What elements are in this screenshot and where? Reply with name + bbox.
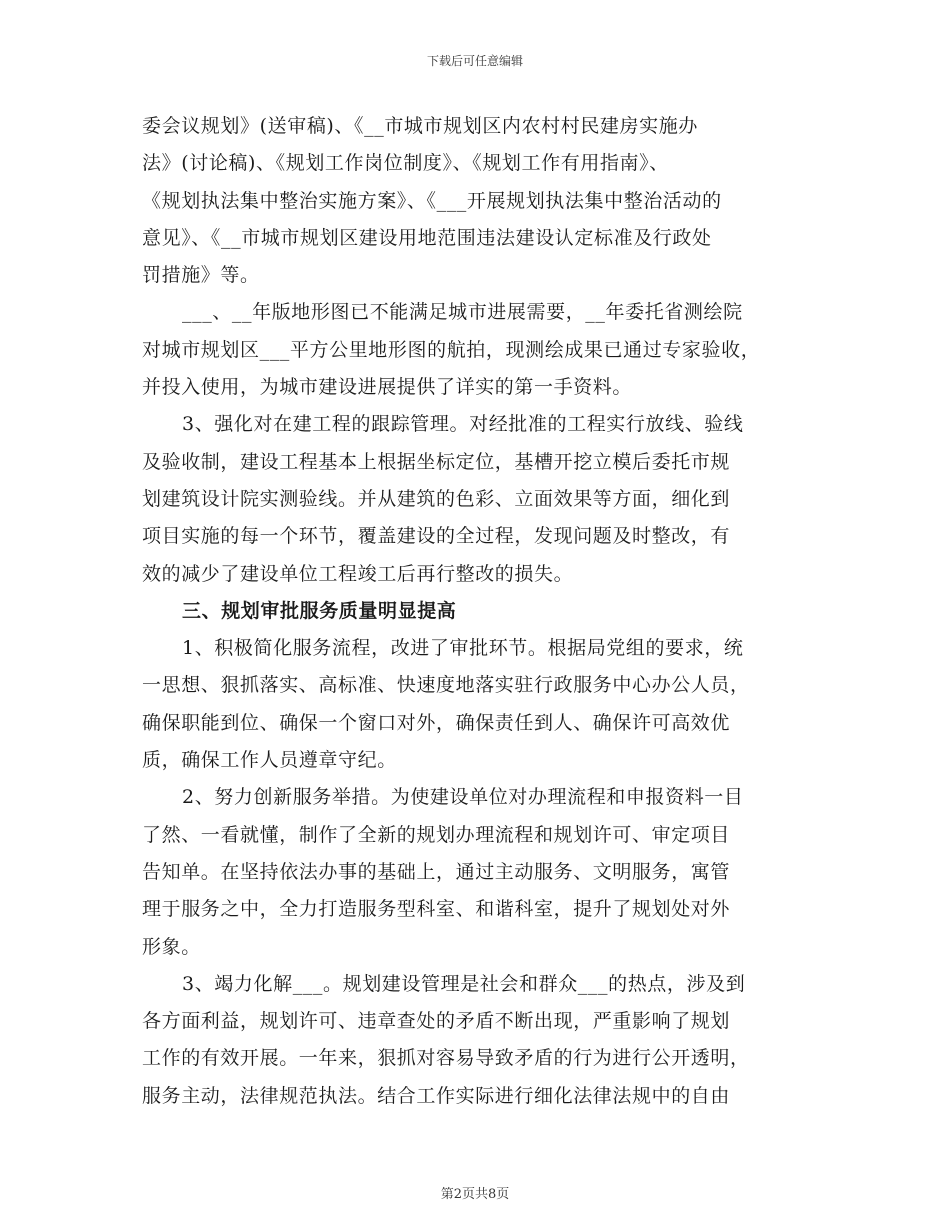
text-line: 各方面利益，规划许可、违章查处的矛盾不断出现，严重影响了规划: [142, 1010, 731, 1033]
paragraph: [142, 108, 812, 294]
text-line: 划建筑设计院实测验线。并从建筑的色彩、立面效果等方面，细化到: [142, 487, 731, 510]
text-line: 及验收制，建设工程基本上根据坐标定位，基槽开挖立模后委托市规: [142, 450, 731, 473]
section-heading: [142, 593, 812, 630]
heading-text: 三、规划审批服务质量明显提高: [182, 599, 457, 622]
text-line: 理于服务之中，全力打造服务型科室、和谐科室，提升了规划处对外: [142, 898, 731, 921]
text-line: 质，确保工作人员遵章守纪。: [142, 749, 397, 772]
paragraph: [142, 966, 812, 1115]
text-line: 效的减少了建设单位工程竣工后再行整改的损失。: [142, 562, 574, 585]
text-line: 罚措施》等。: [142, 264, 260, 287]
text-line: 3、强化对在建工程的跟踪管理。对经批准的工程实行放线、验线: [182, 413, 744, 436]
text-line: 法》(讨论稿)、《规划工作岗位制度》、《规划工作有用指南》、: [142, 152, 669, 175]
text-line: 项目实施的每一个环节，覆盖建设的全过程，发现问题及时整改，有: [142, 525, 731, 548]
page-footer: 第2页共8页: [440, 1187, 510, 1202]
text-line: 意见》、《__市城市规划区建设用地范围违法建设认定标准及行政处: [142, 226, 712, 249]
text-line: 委会议规划》(送审稿)、《__市城市规划区内农村村民建房实施办: [142, 115, 698, 137]
text-line: 2、努力创新服务举措。为使建设单位对办理流程和申报资料一目: [182, 786, 744, 809]
paragraph: [142, 630, 812, 779]
paragraph: [142, 406, 812, 592]
text-line: 告知单。在坚持依法办事的基础上，通过主动服务、文明服务，寓管: [142, 860, 731, 883]
text-line: 形象。: [142, 935, 201, 958]
page-header: 下载后可任意编辑: [426, 54, 523, 68]
text-line: ___、__年版地形图已不能满足城市进展需要，__年委托省测绘院: [182, 301, 743, 324]
text-line: 确保职能到位、确保一个窗口对外，确保责任到人、确保许可高效优: [142, 711, 731, 734]
text-line: 《规划执法集中整治实施方案》、《___开展规划执法集中整治活动的: [142, 189, 722, 212]
text-line: 并投入使用，为城市建设进展提供了详实的第一手资料。: [142, 376, 633, 399]
text-line: 了然、一看就懂，制作了全新的规划办理流程和规划许可、审定项目: [142, 823, 731, 846]
document-body: [142, 108, 812, 1115]
text-line: 3、竭力化解___。规划建设管理是社会和群众___的热点，涉及到: [182, 972, 746, 995]
text-line: 1、积极简化服务流程，改进了审批环节。根据局党组的要求，统: [182, 637, 744, 660]
paragraph: [142, 779, 812, 965]
text-line: 工作的有效开展。一年来，狠抓对容易导致矛盾的行为进行公开透明，: [142, 1047, 750, 1070]
text-line: 对城市规划区___平方公里地形图的航拍，现测绘成果已通过专家验收，: [142, 338, 761, 361]
text-line: 一思想、狠抓落实、高标准、快速度地落实驻行政服务中心办公人员，: [142, 674, 750, 697]
paragraph: [142, 294, 812, 406]
text-line: 服务主动，法律规范执法。结合工作实际进行细化法律法规中的自由: [142, 1084, 731, 1107]
